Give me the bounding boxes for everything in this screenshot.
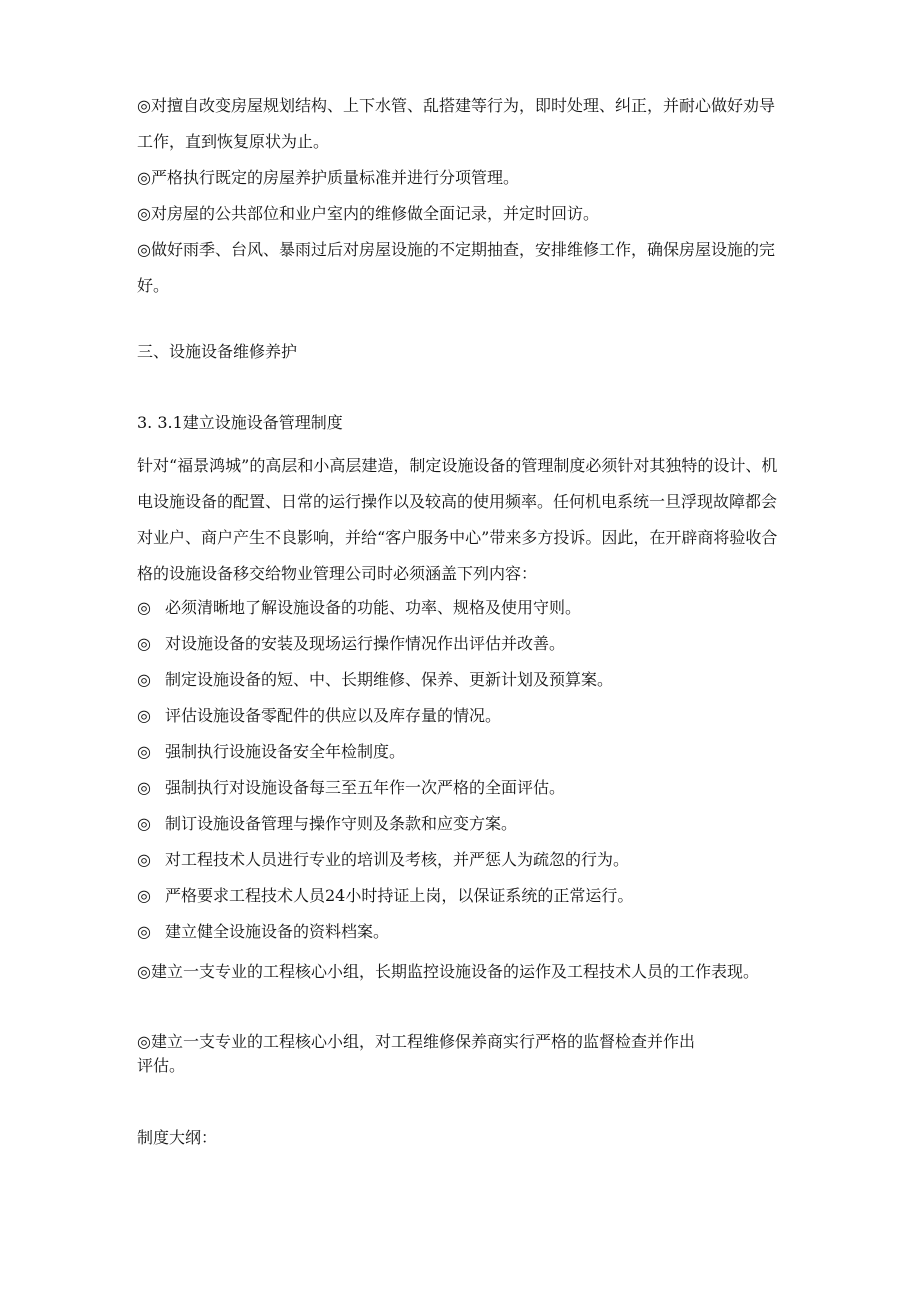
list-item-text: 严格要求工程技术人员24小时持证上岗，以保证系统的正常运行。 — [165, 886, 634, 905]
list-item — [137, 740, 787, 764]
list-item — [137, 848, 787, 872]
list-item — [137, 812, 787, 836]
list-item-text: 评估设施设备零配件的供应以及库存量的情况。 — [165, 706, 502, 725]
paragraph-core-team-monitoring: ◎建立一支专业的工程核心小组，长期监控设施设备的运作及工程技术人员的工作表现。 — [137, 962, 759, 981]
paragraph-illegal-alterations: ◎对擅自改变房屋规划结构、上下水管、乱搭建等行为，即时处理、纠正，并耐心做好劝导工作，直到恢复原状为止。 — [137, 96, 775, 151]
bullet-mark: ◎ — [137, 598, 151, 617]
list-item — [137, 704, 787, 728]
list-item — [137, 668, 787, 692]
paragraph-intro: 针对“福景鸿城”的高层和小高层建造，制定设施设备的管理制度必须针对其独特的设计、机电设施设备的配置、日常的运行操作以及较高的使用频率。任何机电系统一旦浮现故障都会对业户、商户产生不良影响，并给“客户服务中心”带来多方投诉。因此，在开辟商将验收合格的设施设备移交给物业管理公司时必须涵盖下列内容： — [137, 456, 778, 583]
paragraph-quality-standard: ◎严格执行既定的房屋养护质量标准并进行分项管理。 — [137, 168, 519, 187]
list-item-text: 对工程技术人员进行专业的培训及考核，并严惩人为疏忽的行为。 — [165, 850, 630, 869]
list-item — [137, 632, 787, 656]
bullet-mark: ◎ — [137, 742, 151, 761]
paragraph-line: 评估。 — [137, 1056, 186, 1075]
bullet-mark: ◎ — [137, 886, 151, 905]
list-item — [137, 776, 787, 800]
list-item-text: 强制执行对设施设备每三至五年作一次严格的全面评估。 — [165, 778, 566, 797]
bullet-mark: ◎ — [137, 814, 151, 833]
section-heading: 三、设施设备维修养护 — [137, 342, 298, 361]
bullet-mark: ◎ — [137, 706, 151, 725]
list-item-text: 必须清晰地了解设施设备的功能、功率、规格及使用守则。 — [165, 598, 582, 617]
list-item-text: 制定设施设备的短、中、长期维修、保养、更新计划及预算案。 — [165, 670, 614, 689]
list-item-text: 对设施设备的安装及现场运行操作情况作出评估并改善。 — [165, 634, 566, 653]
list-item — [137, 920, 787, 944]
bullet-mark: ◎ — [137, 778, 151, 797]
list-item — [137, 884, 787, 908]
subsection-heading: 3. 3.1建立设施设备管理制度 — [137, 413, 343, 432]
list-item-text: 制订设施设备管理与操作守则及条款和应变方案。 — [165, 814, 518, 833]
paragraph-repair-records: ◎对房屋的公共部位和业户室内的维修做全面记录，并定时回访。 — [137, 204, 599, 223]
bullet-mark: ◎ — [137, 922, 151, 941]
bullet-mark: ◎ — [137, 634, 151, 653]
paragraph-storm-inspection: ◎做好雨季、台风、暴雨过后对房屋设施的不定期抽查，安排维修工作，确保房屋设施的完好。 — [137, 240, 775, 295]
outline-heading: 制度大纲： — [137, 1128, 218, 1147]
paragraph-line: ◎建立一支专业的工程核心小组，对工程维修保养商实行严格的监督检查并作出 — [137, 1032, 695, 1051]
paragraph-core-team-supervision — [137, 1030, 787, 1078]
list-item — [137, 596, 787, 620]
bullet-mark: ◎ — [137, 670, 151, 689]
list-item-text: 建立健全设施设备的资料档案。 — [165, 922, 390, 941]
bullet-mark: ◎ — [137, 850, 151, 869]
list-item-text: 强制执行设施设备安全年检制度。 — [165, 742, 406, 761]
